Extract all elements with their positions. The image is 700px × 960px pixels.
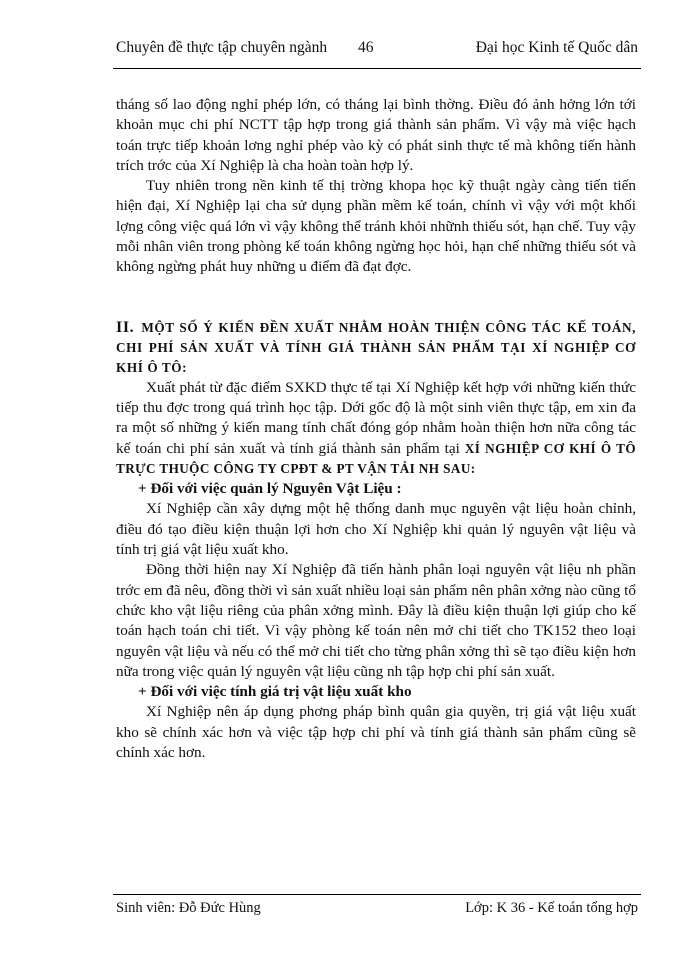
paragraph: tháng số lao động nghỉ phép lớn, có tháng lại bình thờng. Điều đó ảnh hởng lớn tới khoản mục chi phí NCTT tập hợp trong giá thành sản phẩm. Vì vậy mà việc hạch toán trực tiếp khoản lơng nghỉ phép vào kỳ có phát sinh thực tế mà không tiến hành trích trớc của Xí Nghiệp là cha hoàn toàn hợp lý. bbox=[116, 96, 636, 174]
subheading: + Đối với việc tính giá trị vật liệu xuất kho bbox=[138, 683, 412, 701]
spacer bbox=[116, 278, 636, 318]
paragraph bbox=[116, 378, 636, 479]
paragraph: Xí Nghiệp nên áp dụng phơng pháp bình quân gia quyền, trị giá vật liệu xuất kho sẽ chính xác hơn và việc tập hợp chi phí và tính giá thành sản phẩm cũng sẽ chính xác hơn. bbox=[116, 703, 636, 762]
footer-class: Lớp: K 36 - Kế toán tổng hợp bbox=[465, 900, 638, 916]
header-university: Đại học Kinh tế Quốc dân bbox=[475, 39, 638, 56]
paragraph: Tuy nhiên trong nền kinh tế thị trờng khopa học kỹ thuật ngày càng tiến tiến hiện đại, Xí Nghiệp lại cha sử dụng phần mềm kế toán, chính vì vậy với một khối lợng công việc quá lớn vì vậy không thể tránh khỏi nhữnh thiếu sót, hạn chế. Tuy vậy mỗi nhân viên trong phòng kế toán không ngừng học hỏi, hạn chế những thiếu sót và không ngừng phát huy những u điểm đã đạt đợc. bbox=[116, 177, 636, 276]
footer-rule bbox=[113, 894, 641, 895]
subheading: + Đối với việc quản lý Nguyên Vật Liệu : bbox=[138, 480, 402, 498]
footer-student: Sinh viên: Đỗ Đức Hùng bbox=[116, 900, 261, 916]
header-course-title: Chuyên đề thực tập chuyên ngành bbox=[116, 39, 328, 56]
page-body bbox=[116, 95, 636, 763]
section-title: MỘT SỐ Ý KIẾN ĐỀN XUẤT NHẰM HOÀN THIỆN CÔNG TÁC KẾ TOÁN, CHI PHÍ SẢN XUẤT VÀ TÍNH GIÁ THÀNH SẢN PHẨM TẠI XÍ NGHIỆP CƠ KHÍ Ô TÔ: bbox=[116, 319, 636, 375]
page-number: 46 bbox=[358, 39, 374, 56]
section-heading bbox=[116, 318, 636, 378]
paragraph: Xí Nghiệp cần xây dựng một hệ thống danh mục nguyên vật liệu hoàn chỉnh, điều đó tạo điều kiện thuận lợi hơn cho Xí Nghiệp khi quản lý nguyên vật liệu và tính trị giá vật liệu xuất kho. bbox=[116, 500, 636, 559]
company-name: XÍ NGHIỆP CƠ KHÍ Ô TÔ TRỰC THUỘC CÔNG TY CPĐT & PT VẬN TẢI NH SAU: bbox=[116, 440, 637, 476]
paragraph: Đồng thời hiện nay Xí Nghiệp đã tiến hành phân loại nguyên vật liệu nh phần trớc em đã nêu, đồng thời vì sản xuất nhiều loại sản phẩm nên phân xởng nào cũng tổ chức kho vật liệu riêng của phân xởng mình. Đây là điều kiện thuận lợi giúp cho kế toán hạch toán chi tiết. Vì vậy phòng kế toán nên mở chi tiết cho TK152 theo loại nguyên vật liệu và nếu có thể mở chi tiết cho từng phân xởng thì sẽ tạo điều kiện hơn nữa trong việc quản lý nguyên vật liệu cũng nh tập hợp chi phí sản xuất. bbox=[116, 561, 636, 680]
header-rule bbox=[113, 68, 641, 69]
section-number: II. bbox=[116, 318, 135, 336]
paragraph-text: Xuất phát từ đặc điểm SXKD thực tế tại Xí Nghiệp kết hợp với những kiến thức tiếp thu đợc trong quá trình học tập. Dới gốc độ là một sinh viên thực tập, em xin đa ra một số những ý kiến mang tính chất đóng góp nhằm hoàn thiện hơn nữa công tác kế toán chi phí sản xuất và tính giá thành sản phẩm tại bbox=[116, 378, 636, 457]
